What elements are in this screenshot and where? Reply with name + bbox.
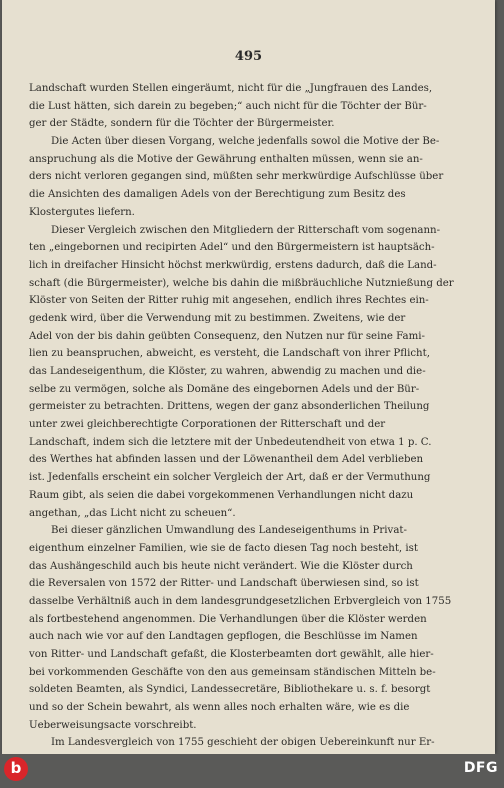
text-line: von Ritter- und Landschaft gefaßt, die Klosterbeamten dort gewählt, alle hier-: [29, 649, 434, 660]
text-line: und so der Schein bewahrt, als wenn alles noch erhalten wäre, wie es die: [29, 702, 410, 714]
text-line: ders nicht verloren gegangen sind, müßten sehr merkwürdige Aufschlüsse über: [29, 171, 444, 183]
text-line: auch nach wie vor auf den Landtagen gepflogen, die Beschlüsse im Namen: [29, 631, 418, 643]
text-line: anspruchung als die Motive der Gewährung enthalten müssen, wenn sie an-: [29, 153, 423, 165]
text-line: Adel von der bis dahin geübten Consequenz, den Nutzen nur für seine Fami-: [29, 330, 425, 342]
text-line: Landschaft wurden Stellen eingeräumt, nicht für die „Jungfrauen des Landes,: [29, 83, 433, 94]
text-line: ger der Städte, sondern für die Töchter der Bürgermeister.: [29, 118, 335, 130]
text-line: als fortbestehend angenommen. Die Verhandlungen über die Klöster werden: [29, 613, 427, 625]
text-line: unter zwei gleichberechtigte Corporationen der Ritterschaft und der: [29, 419, 386, 431]
text-line: die Lust hätten, sich darein zu begeben;“ auch nicht für die Töchter der Bür-: [29, 100, 427, 112]
text-line: dasselbe Verhältniß auch in dem landesgrundgesetzlichen Erbvergleich von 1755: [29, 595, 452, 607]
text-line: bei vorkommenden Geschäfte von den aus gemeinsam ständischen Mitteln be-: [29, 666, 436, 678]
text-line: die Ansichten des damaligen Adels von der Berechtigung zum Besitz des: [29, 189, 406, 201]
text-line: gedenk wird, über die Verwendung mit zu bestimmen. Zweitens, wie der: [29, 312, 406, 324]
text-line: angethan, „das Licht nicht zu scheuen“.: [29, 507, 236, 519]
text-line: ist. Jedenfalls erscheint ein solcher Vergleich der Art, daß er der Vermuthung: [29, 472, 431, 484]
text-line: Die Acten über diesen Vorgang, welche jedenfalls sowol die Motive der Be-: [51, 136, 440, 148]
text-line: das Landeseigenthum, die Klöster, zu wahren, abwendig zu machen und die-: [29, 366, 426, 377]
text-line: Klöster von Seiten der Ritter ruhig mit angesehen, endlich ihres Rechtes ein-: [29, 295, 429, 307]
text-line: Raum gibt, als seien die dabei vorgekommenen Verhandlungen nicht dazu: [29, 489, 414, 501]
text-line: eigenthum einzelner Familien, wie sie de facto diesen Tag noch besteht, ist: [29, 542, 418, 554]
text-line: lich in dreifacher Hinsicht höchst merkwürdig, erstens dadurch, daß die Land-: [29, 259, 437, 271]
book-page: [2, 0, 495, 754]
text-line: Landschaft, indem sich die letztere mit der Unbedeutendheit von etwa 1 p. C.: [29, 436, 432, 448]
text-line: Ueberweisungsacte vorschreibt.: [29, 719, 197, 731]
dfg-logo: DFG: [463, 760, 498, 776]
text-line: die Reversalen von 1572 der Ritter- und Landschaft überwiesen sind, so ist: [29, 578, 419, 590]
body-text: [29, 80, 493, 788]
viewer-footer: [0, 754, 504, 783]
text-line: lien zu beanspruchen, abweicht, es versteht, die Landschaft von ihrer Pflicht,: [29, 348, 430, 360]
text-line: soldeten Beamten, als Syndici, Landessecretäre, Bibliothekare u. s. f. besorgt: [29, 684, 431, 696]
text-line: Dieser Vergleich zwischen den Mitgliedern der Ritterschaft vom sogenann-: [51, 224, 441, 236]
text-line: Bei dieser gänzlichen Umwandlung des Landeseigenthums in Privat-: [51, 525, 407, 537]
text-line: des Werthes hat abfinden lassen und der Löwenantheil dem Adel verblieben: [29, 454, 424, 466]
text-line: germeister zu betrachten. Drittens, wegen der ganz absonderlichen Theilung: [29, 401, 430, 413]
text-line: Klostergutes liefern.: [29, 206, 135, 218]
b-logo-icon[interactable]: b: [4, 757, 28, 781]
page-number: 495: [234, 49, 263, 64]
text-line: Im Landesvergleich von 1755 geschieht der obigen Uebereinkunft nur Er-: [51, 737, 435, 749]
text-line: schaft (die Bürgermeister), welche bis dahin die mißbräuchliche Nutznießung der: [29, 277, 454, 289]
text-line: das Aushängeschild auch bis heute nicht verändert. Wie die Klöster durch: [29, 560, 413, 572]
text-line: ten „eingebornen und recipirten Adel“ und den Bürgermeistern ist hauptsäch-: [29, 242, 435, 254]
text-line: selbe zu vermögen, solche als Domäne des eingebornen Adels und der Bür-: [29, 383, 420, 395]
